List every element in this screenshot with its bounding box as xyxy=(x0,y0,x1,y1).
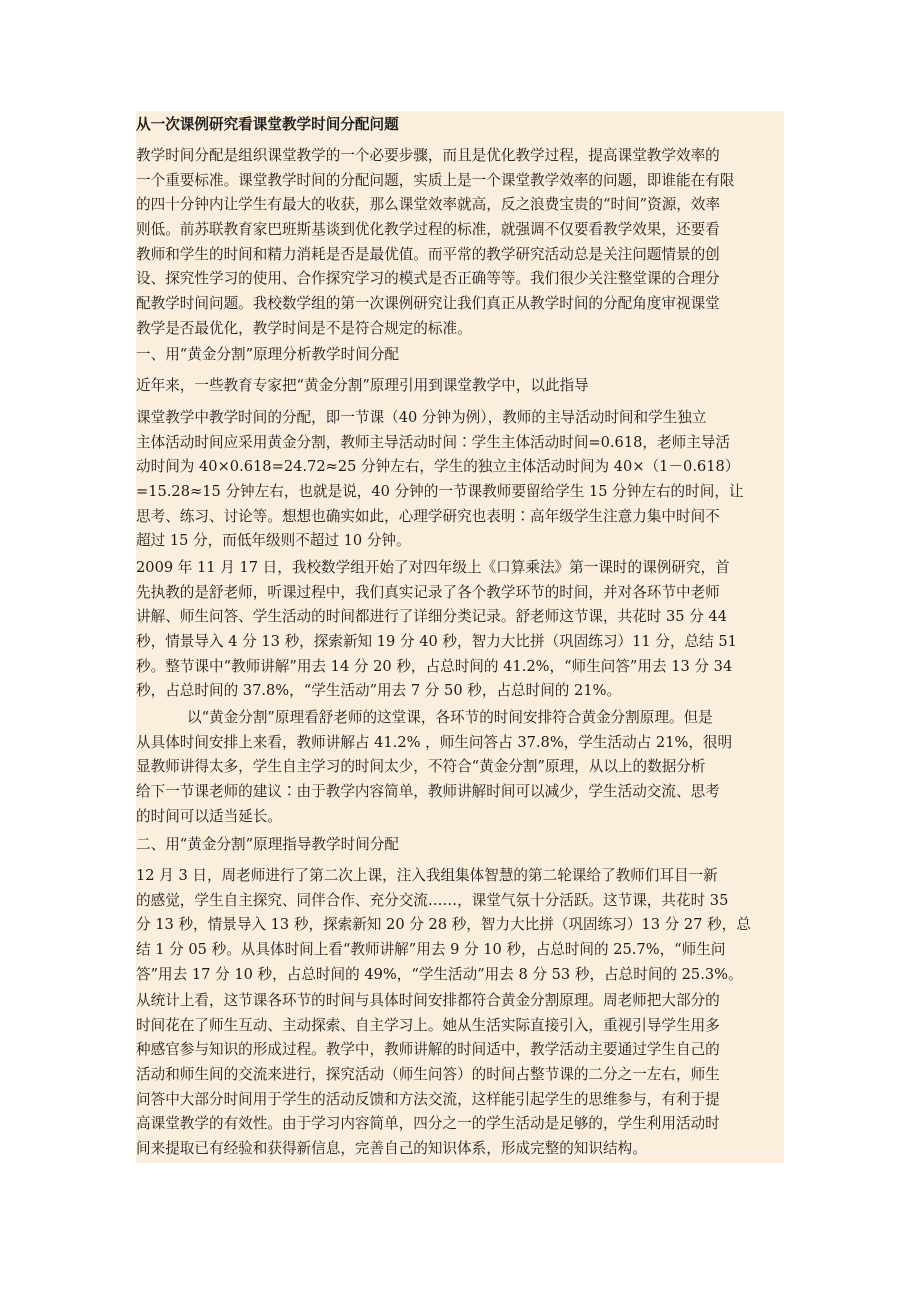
text-line: 设、探究性学习的使用、合作探究学习的模式是否正确等等。我们很少关注整堂课的合理分 xyxy=(136,270,720,288)
text-line: 高课堂教学的有效性。由于学习内容简单，四分之一的学生活动是足够的，学生利用活动时 xyxy=(136,1115,720,1133)
heading-line: 二、用“黄金分割”原理指导教学时间分配 xyxy=(136,836,400,853)
text-line: 种感官参与知识的形成过程。教学中，教师讲解的时间适中，教学活动主要通过学生自己的 xyxy=(136,1041,720,1059)
paragraph-second-lesson-analysis xyxy=(136,989,784,1162)
paragraph-golden-ratio-intro xyxy=(136,374,784,399)
paragraph-second-lesson xyxy=(136,864,784,987)
text-line: 主体活动时间应采用黄金分割，教师主导活动时间∶学生主体活动时间=0.618，老师主导活 xyxy=(136,433,730,451)
text-line: 配教学时间问题。我校数学组的第一次课例研究让我们真正从教学时间的分配角度审视课堂 xyxy=(136,295,720,313)
text-line: 间来提取已有经验和获得新信息，完善自己的知识体系，形成完整的知识结构。 xyxy=(136,1140,647,1158)
text-line: 2009 年 11 月 17 日，我校数学组开始了对四年级上《口算乘法》第一课时的课例研究，首 xyxy=(136,559,730,576)
text-line: 一个重要标准。课堂教学时间的分配问题，实质上是一个课堂教学效率的问题，即谁能在有限 xyxy=(136,171,735,189)
text-line: 则低。前苏联教育家巴班斯基谈到优化教学过程的标准，就强调不仅要看教学效果，还要看 xyxy=(136,221,720,239)
text-line: 的感觉，学生自主探究、同伴合作、充分交流……，课堂气氛十分活跃。这节课，共花时 35 xyxy=(136,891,729,909)
document-page xyxy=(136,111,784,1163)
section-heading-2 xyxy=(136,833,784,858)
text-line: 问答中大部分时间用于学生的活动反馈和方法交流，这样能引起学生的思维参与，有利于提 xyxy=(136,1090,720,1108)
text-line: 以“黄金分割”原理看舒老师的这堂课，各环节的时间安排符合黄金分割原理。但是 xyxy=(187,709,713,726)
paragraph-intro xyxy=(136,144,784,342)
text-line: 活动和师生间的交流来进行，探究活动（师生问答）的时间占整节课的二分之一左右，师生 xyxy=(136,1066,720,1084)
text-line: =15.28≈15 分钟左右，也就是说，40 分钟的一节课教师要留给学生 15 分钟左右的时间，让 xyxy=(136,483,744,501)
text-line: 时间花在了师生互动、主动探索、自主学习上。她从生活实际直接引入，重视引导学生用多 xyxy=(136,1016,720,1034)
text-line: 课堂教学中教学时间的分配，即一节课（40 分钟为例），教师的主导活动时间和学生独立 xyxy=(136,409,707,426)
text-line: 秒，情景导入 4 分 13 秒，探索新知 19 分 40 秒，智力大比拼（巩固练习）11 分，总结 51 xyxy=(136,633,737,651)
paragraph-first-lesson-analysis xyxy=(136,706,784,829)
text-line: 的四十分钟内让学生有最大的收获，那么课堂效率就高，反之浪费宝贵的“时间”资源，效率 xyxy=(136,196,721,214)
text-line: 的时间可以适当延长。 xyxy=(136,807,282,825)
text-line: 12 月 3 日，周老师进行了第二次上课，注入我组集体智慧的第二轮课给了教师们耳目一新 xyxy=(136,867,718,884)
document-title xyxy=(136,113,784,138)
text-line: 从具体时间安排上来看，教师讲解占 41.2% ，师生问答占 37.8%，学生活动占 21%，很明 xyxy=(136,733,733,751)
text-line: 结 1 分 05 秒。从具体时间上看“教师讲解”用去 9 分 10 秒，占总时间的 25.7%，“师生问 xyxy=(136,941,726,959)
text-line: 秒。整节课中“教师讲解”用去 14 分 20 秒，占总时间的 41.2%，“师生问答”用去 13 分 34 xyxy=(136,657,733,675)
text-line: 教学时间分配是组织课堂教学的一个必要步骤，而且是优化教学过程，提高课堂教学效率的 xyxy=(136,147,720,164)
text-line: 讲解、师生问答、学生活动的时间都进行了详细分类记录。舒老师这节课，共花时 35 分 44 xyxy=(136,608,728,626)
title-line: 从一次课例研究看课堂教学时间分配问题 xyxy=(136,116,399,133)
text-line: 显教师讲得太多，学生自主学习的时间太少，不符合“黄金分割”原理，从以上的数据分析 xyxy=(136,758,706,776)
text-line: 先执教的是舒老师，听课过程中，我们真实记录了各个教学环节的时间，并对各环节中老师 xyxy=(136,583,720,601)
text-line: 超过 15 分，而低年级则不超过 10 分钟。 xyxy=(136,532,411,550)
text-line: 思考、练习、讨论等。想想也确实如此，心理学研究也表明∶高年级学生注意力集中时间不 xyxy=(136,507,720,525)
text-line: 教师和学生的时间和精力消耗是否是最优值。而平常的教学研究活动总是关注问题情景的创 xyxy=(136,245,720,263)
section-heading-1 xyxy=(136,343,784,368)
text-line: 给下一节课老师的建议∶由于教学内容简单，教师讲解时间可以减少，学生活动交流、思考 xyxy=(136,783,720,801)
text-line: 近年来，一些教育专家把“黄金分割”原理引用到课堂教学中，以此指导 xyxy=(136,377,589,394)
text-line: 答”用去 17 分 10 秒，占总时间的 49%，“学生活动”用去 8 分 53 秒，占总时间的 25.3%。 xyxy=(136,965,743,983)
heading-line: 一、用“黄金分割”原理分析教学时间分配 xyxy=(136,346,400,363)
paragraph-first-lesson xyxy=(136,556,784,704)
text-line: 从统计上看，这节课各环节的时间与具体时间安排都符合黄金分割原理。周老师把大部分的 xyxy=(136,992,720,1009)
paragraph-golden-ratio-detail xyxy=(136,406,784,554)
text-line: 分 13 秒，情景导入 13 秒，探索新知 20 分 28 秒，智力大比拼（巩固练习）13 分 27 秒，总 xyxy=(136,916,751,934)
text-line: 动时间为 40×0.618=24.72≈25 分钟左右，学生的独立主体活动时间为 40×（1－0.618） xyxy=(136,458,740,476)
text-line: 教学是否最优化，教学时间是不是符合规定的标准。 xyxy=(136,319,472,337)
text-line: 秒，占总时间的 37.8%，“学生活动”用去 7 分 50 秒，占总时间的 21%。 xyxy=(136,682,622,700)
